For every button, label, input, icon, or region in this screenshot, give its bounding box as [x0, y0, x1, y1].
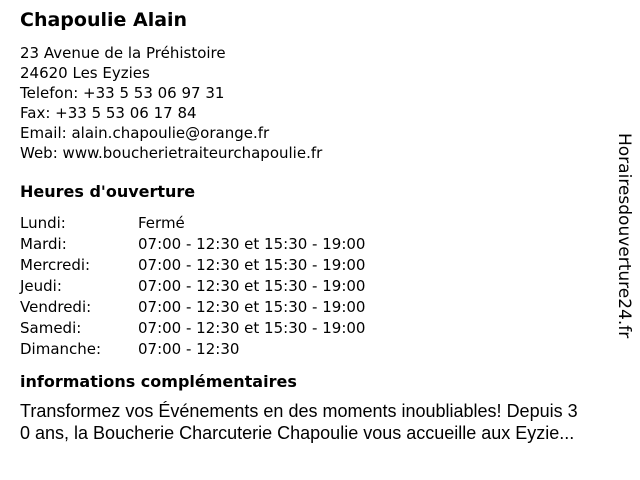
hours-row-monday: [20, 213, 365, 234]
fax-value: +33 5 53 06 17 84: [55, 104, 197, 122]
day-label: Dimanche:: [20, 340, 102, 358]
phone-line: [20, 83, 322, 103]
hours-row-thursday: [20, 276, 365, 297]
info-text-line1: Transformez vos Événements en des moments inoubliables! Depuis 3: [20, 401, 578, 421]
web-value: www.boucherietraiteurchapoulie.fr: [62, 144, 323, 162]
day-hours: Fermé: [138, 214, 185, 232]
phone-value: +33 5 53 06 97 31: [83, 84, 225, 102]
business-name-title: Chapoulie Alain: [20, 9, 188, 31]
hours-row-saturday: [20, 318, 365, 339]
web-label: Web:: [20, 144, 58, 162]
hours-row-wednesday: [20, 255, 365, 276]
day-label: Jeudi:: [20, 277, 62, 295]
info-text-line2: 0 ans, la Boucherie Charcuterie Chapoulie vous accueille aux Eyzie...: [20, 423, 575, 443]
additional-info-heading: informations complémentaires: [20, 372, 297, 391]
phone-label: Telefon:: [20, 84, 79, 102]
opening-hours-heading: Heures d'ouverture: [20, 182, 196, 201]
day-label: Mardi:: [20, 235, 67, 253]
hours-row-friday: [20, 297, 365, 318]
day-hours: 07:00 - 12:30 et 15:30 - 19:00: [138, 298, 366, 316]
day-hours: 07:00 - 12:30 et 15:30 - 19:00: [138, 319, 366, 337]
day-hours: 07:00 - 12:30 et 15:30 - 19:00: [138, 235, 366, 253]
opening-hours-table: [20, 213, 365, 360]
fax-label: Fax:: [20, 104, 51, 122]
hours-row-tuesday: [20, 234, 365, 255]
contact-block: [20, 43, 322, 163]
watermark-site-name: Horairesdouverture24.fr: [614, 133, 634, 339]
address-line1: 23 Avenue de la Préhistoire: [20, 44, 226, 62]
fax-line: [20, 103, 322, 123]
additional-info-text: [20, 400, 578, 444]
day-label: Samedi:: [20, 319, 82, 337]
day-label: Lundi:: [20, 214, 66, 232]
day-hours: 07:00 - 12:30 et 15:30 - 19:00: [138, 277, 366, 295]
hours-row-sunday: [20, 339, 365, 360]
day-hours: 07:00 - 12:30: [138, 340, 240, 358]
email-value: alain.chapoulie@orange.fr: [71, 124, 270, 142]
address-line2: 24620 Les Eyzies: [20, 64, 150, 82]
email-label: Email:: [20, 124, 67, 142]
web-line: [20, 143, 322, 163]
day-label: Vendredi:: [20, 298, 92, 316]
day-label: Mercredi:: [20, 256, 91, 274]
day-hours: 07:00 - 12:30 et 15:30 - 19:00: [138, 256, 366, 274]
email-line: [20, 123, 322, 143]
